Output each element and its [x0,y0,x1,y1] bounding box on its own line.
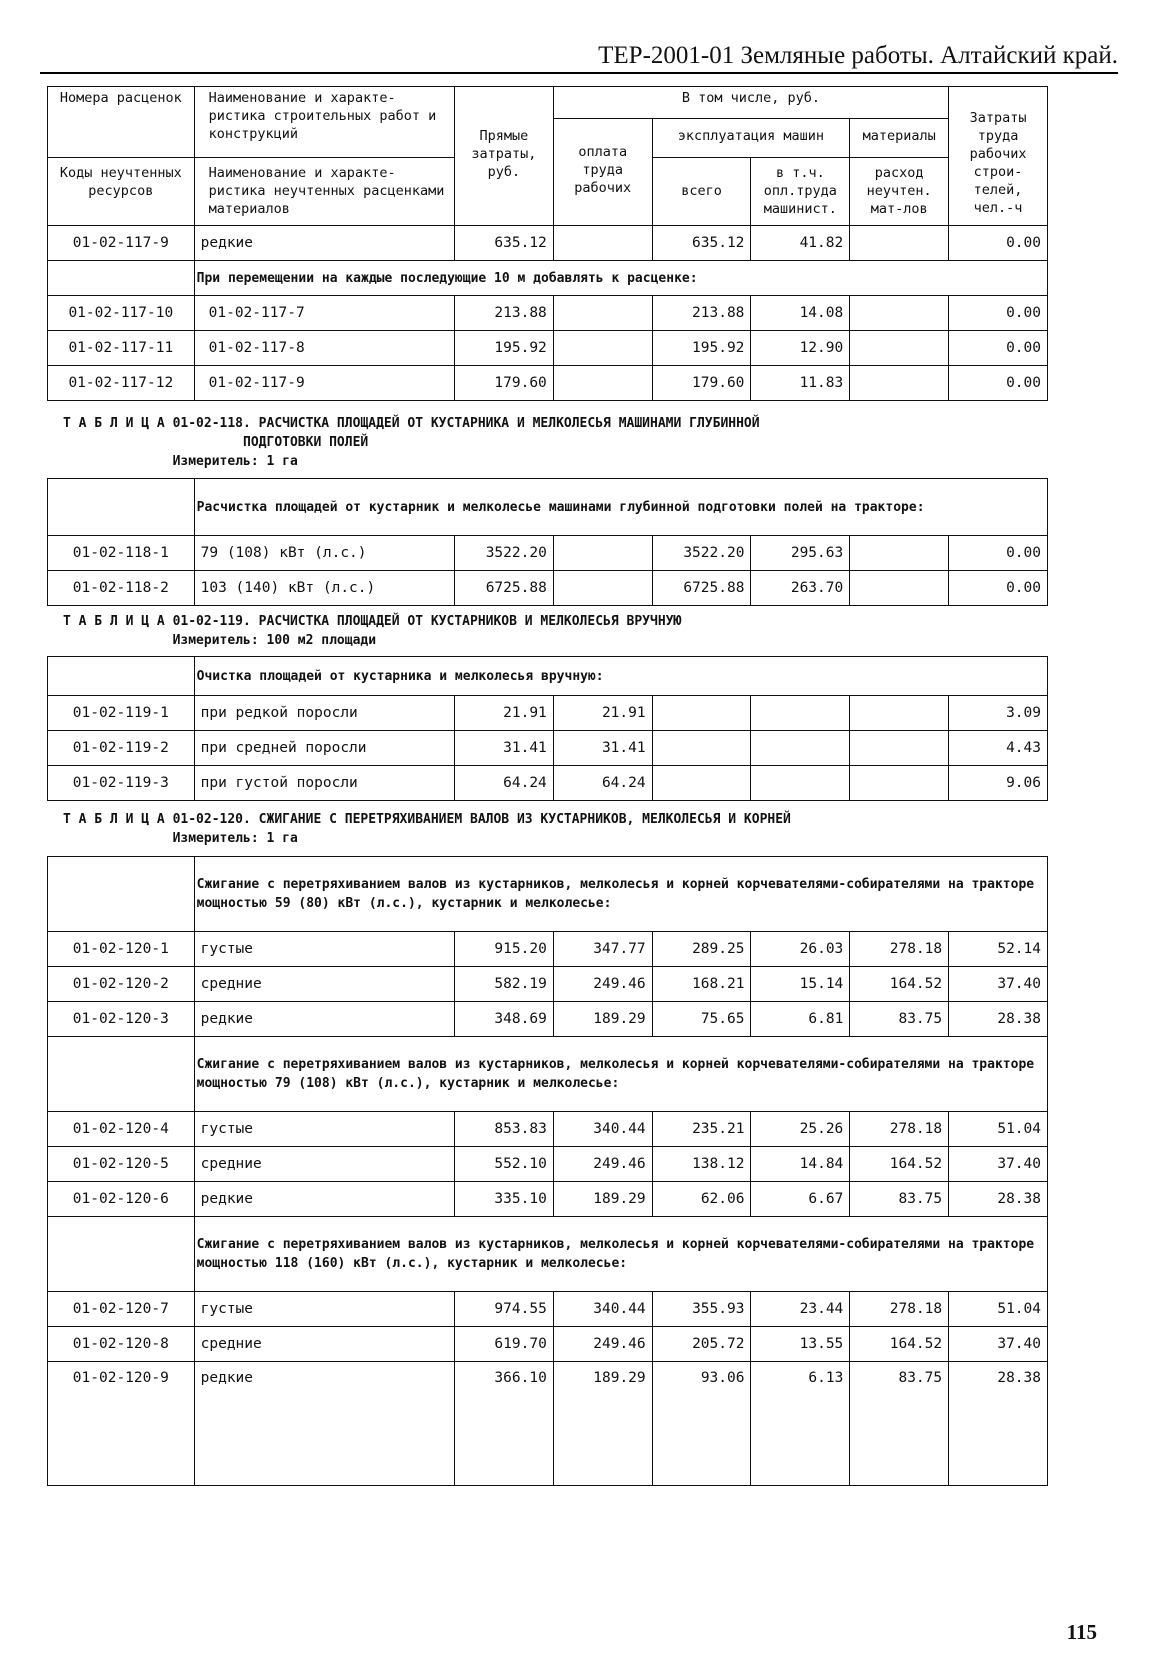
col-head-material-use: расход неучтен. мат-лов [850,158,949,226]
table-118-caption: Т А Б Л И Ц А 01-02-118. РАСЧИСТКА ПЛОЩАДЕЙ ОТ КУСТАРНИКА И МЕЛКОЛЕСЬЯ МАШИНАМИ ГЛУБИННОЙ ПОДГОТОВКИ ПОЛЕЙ Измеритель: 1 га [63,416,760,469]
page-header [40,38,1118,74]
table-row: 01-02-120-1 густые 915.20 347.77 289.25 26.03 278.18 52.14 [48,932,1048,967]
col-head-incl: В том числе, руб. [553,87,948,119]
col-head-materials: материалы [850,119,949,158]
table-row: 01-02-120-5 средние 552.10 249.46 138.12 14.84 164.52 37.40 [48,1147,1048,1182]
table-row: 01-02-119-2 при средней поросли 31.41 31.41 4.43 [48,731,1048,766]
section-note: Сжигание с перетряхиванием валов из кустарников, мелколесья и корней корчевателями-собирателями на тракторе мощностью 118 (160) кВт (л.с.), кустарник и мелколесье: [194,1217,1047,1292]
col-head-labor: оплата труда рабочих [553,119,652,226]
table-120 [47,856,1048,1486]
col-head-resource-codes: Коды неучтенных ресурсов [48,158,195,226]
section-note: Расчистка площадей от кустарник и мелколесье машинами глубинной подготовки полей на тракторе: [194,479,1047,536]
col-head-machines: эксплуатация машин [652,119,850,158]
table-119-caption: Т А Б Л И Ц А 01-02-119. РАСЧИСТКА ПЛОЩАДЕЙ ОТ КУСТАРНИКОВ И МЕЛКОЛЕСЬЯ ВРУЧНУЮ Измеритель: 100 м2 площади [63,614,682,648]
table-120-caption: Т А Б Л И Ц А 01-02-120. СЖИГАНИЕ С ПЕРЕТРЯХИВАНИЕМ ВАЛОВ ИЗ КУСТАРНИКОВ, МЕЛКОЛЕСЬЯ И КОРНЕЙ Измеритель: 1 га [63,812,791,846]
col-head-name: Наименование и характе-ристика строительных работ и конструкций [194,87,454,158]
table-118 [47,478,1048,606]
table-row: 01-02-120-9 редкие 366.10 189.29 93.06 6.13 83.75 28.38 [48,1362,1048,1486]
table-row: 01-02-117-12 01-02-117-9 179.60 179.60 11.83 0.00 [48,366,1048,401]
section-note: Сжигание с перетряхиванием валов из кустарников, мелколесья и корней корчевателями-собирателями на тракторе мощностью 59 (80) кВт (л.с.), кустарник и мелколесье: [194,857,1047,932]
table-row: 01-02-118-2 103 (140) кВт (л.с.) 6725.88 6725.88 263.70 0.00 [48,571,1048,606]
table-row: 01-02-118-1 79 (108) кВт (л.с.) 3522.20 3522.20 295.63 0.00 [48,536,1048,571]
table-row: 01-02-117-10 01-02-117-7 213.88 213.88 14.08 0.00 [48,296,1048,331]
table-row: 01-02-117-9 редкие 635.12 635.12 41.82 0.00 [48,226,1048,261]
table-row: 01-02-120-7 густые 974.55 340.44 355.93 23.44 278.18 51.04 [48,1292,1048,1327]
col-head-machines-all: всего [652,158,751,226]
col-head-labor-hours: Затраты труда рабочих строи-телей, чел.-ч [949,87,1048,226]
table-row: 01-02-117-11 01-02-117-8 195.92 195.92 12.90 0.00 [48,331,1048,366]
table-row: 01-02-120-3 редкие 348.69 189.29 75.65 6.81 83.75 28.38 [48,1002,1048,1037]
table-header [47,86,1048,401]
col-head-material-names: Наименование и характе-ристика неучтенных расценками материалов [194,158,454,226]
col-head-direct: Прямые затраты, руб. [454,87,553,226]
table-row: 01-02-119-3 при густой поросли 64.24 64.24 9.06 [48,766,1048,801]
col-head-machinist-pay: в т.ч. опл.труда машинист. [751,158,850,226]
table-row: 01-02-120-8 средние 619.70 249.46 205.72 13.55 164.52 37.40 [48,1327,1048,1362]
table-row: 01-02-120-6 редкие 335.10 189.29 62.06 6.67 83.75 28.38 [48,1182,1048,1217]
col-head-codes: Номера расценок [48,87,195,158]
page-number: 115 [1066,1620,1097,1644]
page-header-title: ТЕР-2001-01 Земляные работы. Алтайский край. [598,42,1118,69]
section-note: Очистка площадей от кустарника и мелколесья вручную: [194,657,1047,696]
table-row: 01-02-120-4 густые 853.83 340.44 235.21 25.26 278.18 51.04 [48,1112,1048,1147]
section-note: При перемещении на каждые последующие 10 м добавлять к расценке: [194,261,1047,296]
table-row: 01-02-119-1 при редкой поросли 21.91 21.91 3.09 [48,696,1048,731]
table-119 [47,656,1048,801]
section-note: Сжигание с перетряхиванием валов из кустарников, мелколесья и корней корчевателями-собирателями на тракторе мощностью 79 (108) кВт (л.с.), кустарник и мелколесье: [194,1037,1047,1112]
table-row: 01-02-120-2 средние 582.19 249.46 168.21 15.14 164.52 37.40 [48,967,1048,1002]
